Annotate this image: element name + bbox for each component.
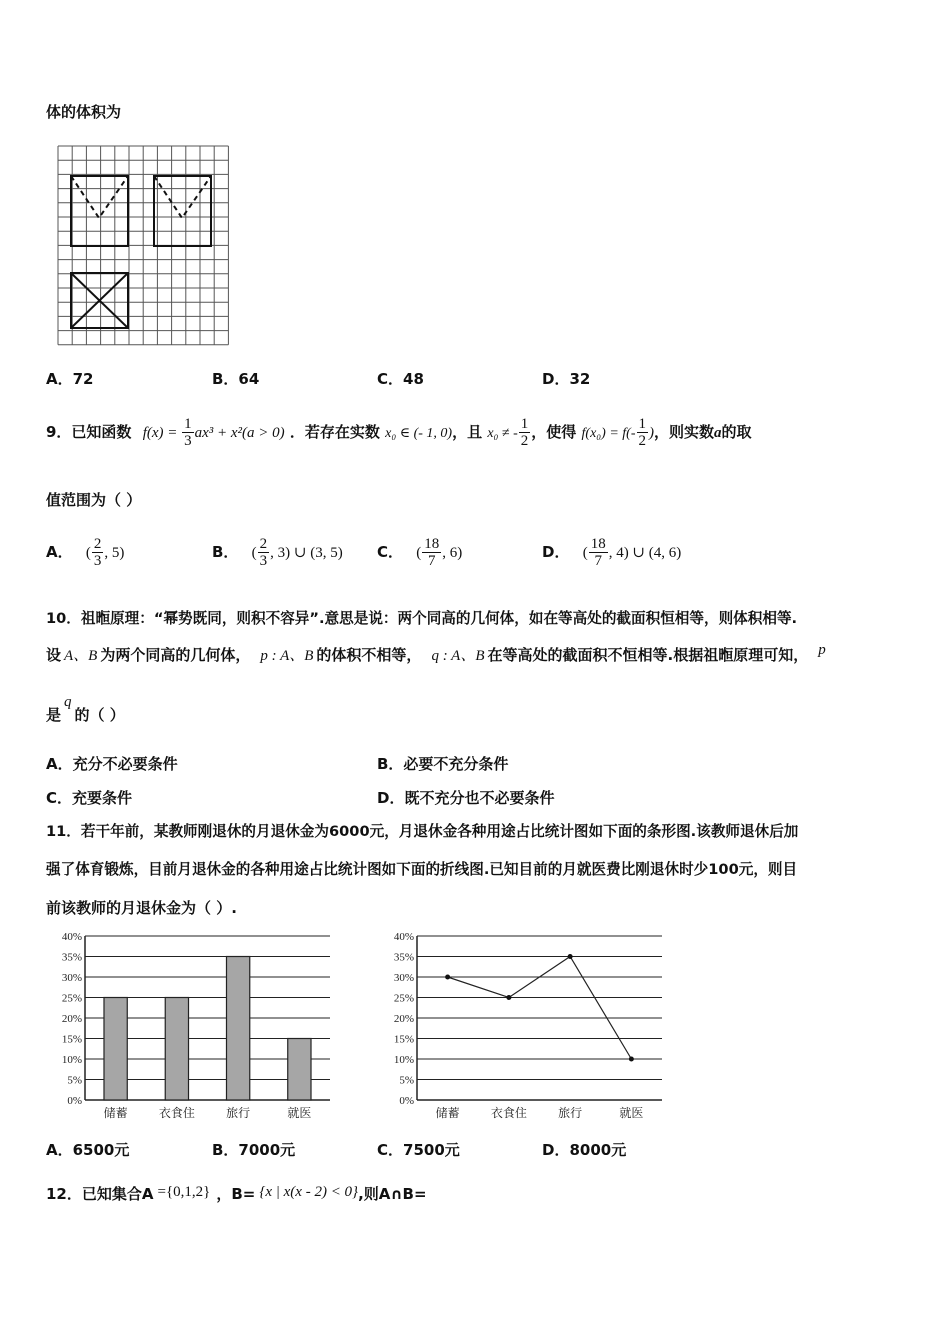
frac-num: 1	[520, 416, 529, 432]
q12-line	[46, 1184, 427, 1205]
q9-condition-3a: f(x₀) = f(-	[581, 426, 636, 441]
q8-option-b[interactable]: B．64	[212, 370, 260, 388]
frac-num: 2	[259, 536, 268, 552]
text: 12．已知集合A	[46, 1185, 154, 1203]
q10-line1: 10．祖暅原理：“幂势既同，则积不容异”.意思是说：两个同高的几何体，如在等高处的截面积恒相等，则体积相等.	[46, 610, 798, 627]
frac-den: 2	[520, 433, 529, 449]
frac-num: 1	[184, 416, 192, 432]
frac-num: 2	[93, 536, 102, 552]
q9-condition-2: x₀ ≠ -	[487, 426, 518, 441]
frac-den: 7	[594, 553, 602, 569]
q10-option-a[interactable]: A．充分不必要条件	[46, 755, 178, 773]
q9-function-rest: ax³ + x²(a > 0)	[194, 425, 285, 441]
q9-line2: 值范围为（ ）	[46, 491, 142, 509]
q9-line1	[46, 416, 752, 449]
q9-cond3-fraction	[637, 416, 649, 449]
option-fraction	[422, 536, 441, 569]
bar	[288, 1039, 311, 1101]
q10-option-d[interactable]: D．既不充分也不必要条件	[377, 789, 555, 807]
q9-text-5: 的取	[721, 423, 752, 441]
data-point	[568, 954, 573, 959]
text: 的体积不相等，	[316, 646, 422, 664]
option-fraction	[258, 536, 270, 569]
data-point	[445, 975, 450, 980]
y-tick-label: 30%	[61, 972, 82, 984]
y-tick-label: 0%	[67, 1095, 82, 1107]
bar	[165, 998, 188, 1101]
option-rest: , 5)	[104, 545, 125, 561]
q9-text-1: ．若存在实数	[289, 423, 380, 441]
bar	[226, 957, 249, 1101]
frac-num: 1	[638, 416, 646, 432]
option-letter: B．	[212, 543, 239, 561]
q11-option-d[interactable]: D．8000元	[542, 1141, 627, 1159]
q9-cond2-fraction	[519, 416, 531, 449]
x-tick-label: 衣食住	[158, 1106, 195, 1120]
text: 的（ ）	[74, 706, 125, 724]
text: ,则A∩B=	[358, 1185, 427, 1203]
option-letter: A．	[46, 543, 73, 561]
y-tick-label: 15%	[61, 1033, 82, 1046]
y-tick-label: 5%	[399, 1074, 414, 1087]
x-tick-label: 储蓄	[103, 1106, 128, 1120]
frac-num: 18	[424, 536, 440, 552]
option-rest: , 3) ∪ (3, 5)	[270, 545, 343, 561]
q9-text-4: ，则实数	[654, 423, 715, 441]
q10-line2	[46, 642, 826, 666]
series-line	[448, 957, 632, 1060]
text: 是	[46, 706, 62, 724]
x-tick-label: 旅行	[558, 1106, 583, 1120]
q8-text: 体的体积为	[46, 103, 122, 121]
math-p2: p	[818, 642, 826, 658]
set-a: ={0,1,2}	[157, 1184, 211, 1200]
y-tick-label: 5%	[67, 1074, 82, 1087]
q9-text-2: ，且	[452, 423, 483, 441]
q11-option-c[interactable]: C．7500元	[377, 1141, 460, 1159]
q9-option-a[interactable]	[46, 536, 124, 569]
option-rest: , 4) ∪ (4, 6)	[608, 545, 682, 561]
y-tick-label: 35%	[393, 951, 414, 964]
option-fraction	[589, 536, 608, 569]
y-tick-label: 40%	[393, 931, 414, 943]
option-rest: , 6)	[442, 545, 463, 561]
q8-option-d[interactable]: D．32	[542, 370, 591, 388]
q9-text-3: ，使得	[531, 423, 577, 441]
y-tick-label: 0%	[399, 1095, 414, 1107]
set-b: {x | x(x - 2) < 0}	[259, 1184, 359, 1200]
math-p: p : A、B	[260, 648, 314, 664]
frac-den: 3	[93, 553, 102, 569]
data-point	[506, 995, 511, 1000]
q11-option-b[interactable]: B．7000元	[212, 1141, 296, 1159]
option-letter: C．	[377, 543, 404, 561]
option-letter: D．	[542, 543, 570, 561]
y-tick-label: 30%	[393, 972, 414, 984]
y-tick-label: 25%	[61, 992, 82, 1005]
frac-den: 3	[259, 553, 268, 569]
x-tick-label: 就医	[287, 1106, 312, 1120]
q11-option-a[interactable]: A．6500元	[46, 1141, 130, 1159]
q8-option-a[interactable]: A．72	[46, 370, 94, 388]
option-fraction	[92, 536, 104, 569]
y-tick-label: 20%	[393, 1013, 414, 1025]
q9-function-lhs: f(x) =	[142, 425, 182, 441]
x-tick-label: 储蓄	[435, 1106, 460, 1120]
y-tick-label: 10%	[61, 1054, 82, 1066]
q10-line3	[46, 694, 125, 726]
frac-den: 7	[428, 553, 436, 569]
y-tick-label: 10%	[393, 1054, 414, 1066]
q9-number: 9．已知函数	[46, 423, 132, 441]
option-paren: (	[416, 545, 422, 561]
text: 为两个同高的几何体，	[100, 646, 251, 664]
option-paren: (	[582, 545, 588, 561]
bar-chart	[40, 925, 340, 1125]
math-q2: q	[64, 694, 72, 710]
option-paren: (	[251, 545, 257, 561]
q11-line2: 强了体育锻炼，目前月退休金的各种用途占比统计图如下面的折线图.已知目前的月就医费比刚退休时少100元，则目	[46, 861, 798, 878]
x-tick-label: 就医	[619, 1106, 644, 1120]
q11-line3: 前该教师的月退休金为（ ）.	[46, 899, 237, 917]
x-tick-label: 衣食住	[490, 1106, 527, 1120]
text: 设	[46, 646, 62, 664]
text: ，B=	[216, 1185, 256, 1203]
q9-condition-3b: )	[649, 425, 654, 441]
q8-option-c[interactable]: C．48	[377, 370, 424, 388]
line-chart	[372, 925, 672, 1125]
three-view-grid-figure	[56, 143, 231, 348]
y-tick-label: 20%	[61, 1013, 82, 1025]
data-point	[629, 1057, 634, 1062]
frac-num: 18	[590, 536, 606, 552]
frac-den: 3	[184, 433, 192, 449]
q9-variable-a: a	[714, 425, 722, 441]
math-q: q : A、B	[431, 648, 485, 664]
q9-option-d[interactable]	[542, 536, 681, 569]
bar	[104, 998, 127, 1101]
q9-option-b[interactable]	[212, 536, 343, 569]
q9-option-c[interactable]	[377, 536, 462, 569]
q9-func-fraction	[182, 416, 194, 449]
y-tick-label: 40%	[61, 931, 82, 943]
math-ab: A、B	[64, 648, 98, 664]
q9-condition-1: x₀ ∈ (- 1, 0)	[385, 426, 453, 441]
q10-option-b[interactable]: B．必要不充分条件	[377, 755, 509, 773]
x-tick-label: 旅行	[226, 1106, 251, 1120]
y-tick-label: 15%	[393, 1033, 414, 1046]
option-paren: (	[85, 545, 91, 561]
y-tick-label: 35%	[61, 951, 82, 964]
q10-option-c[interactable]: C．充要条件	[46, 789, 133, 807]
text: 在等高处的截面积不恒相等.根据祖暅原理可知，	[487, 646, 809, 664]
y-tick-label: 25%	[393, 992, 414, 1005]
q11-line1: 11．若干年前，某教师刚退休的月退休金为6000元，月退休金各种用途占比统计图如下面的条形图.该教师退休后加	[46, 823, 799, 840]
frac-den: 2	[638, 433, 646, 449]
